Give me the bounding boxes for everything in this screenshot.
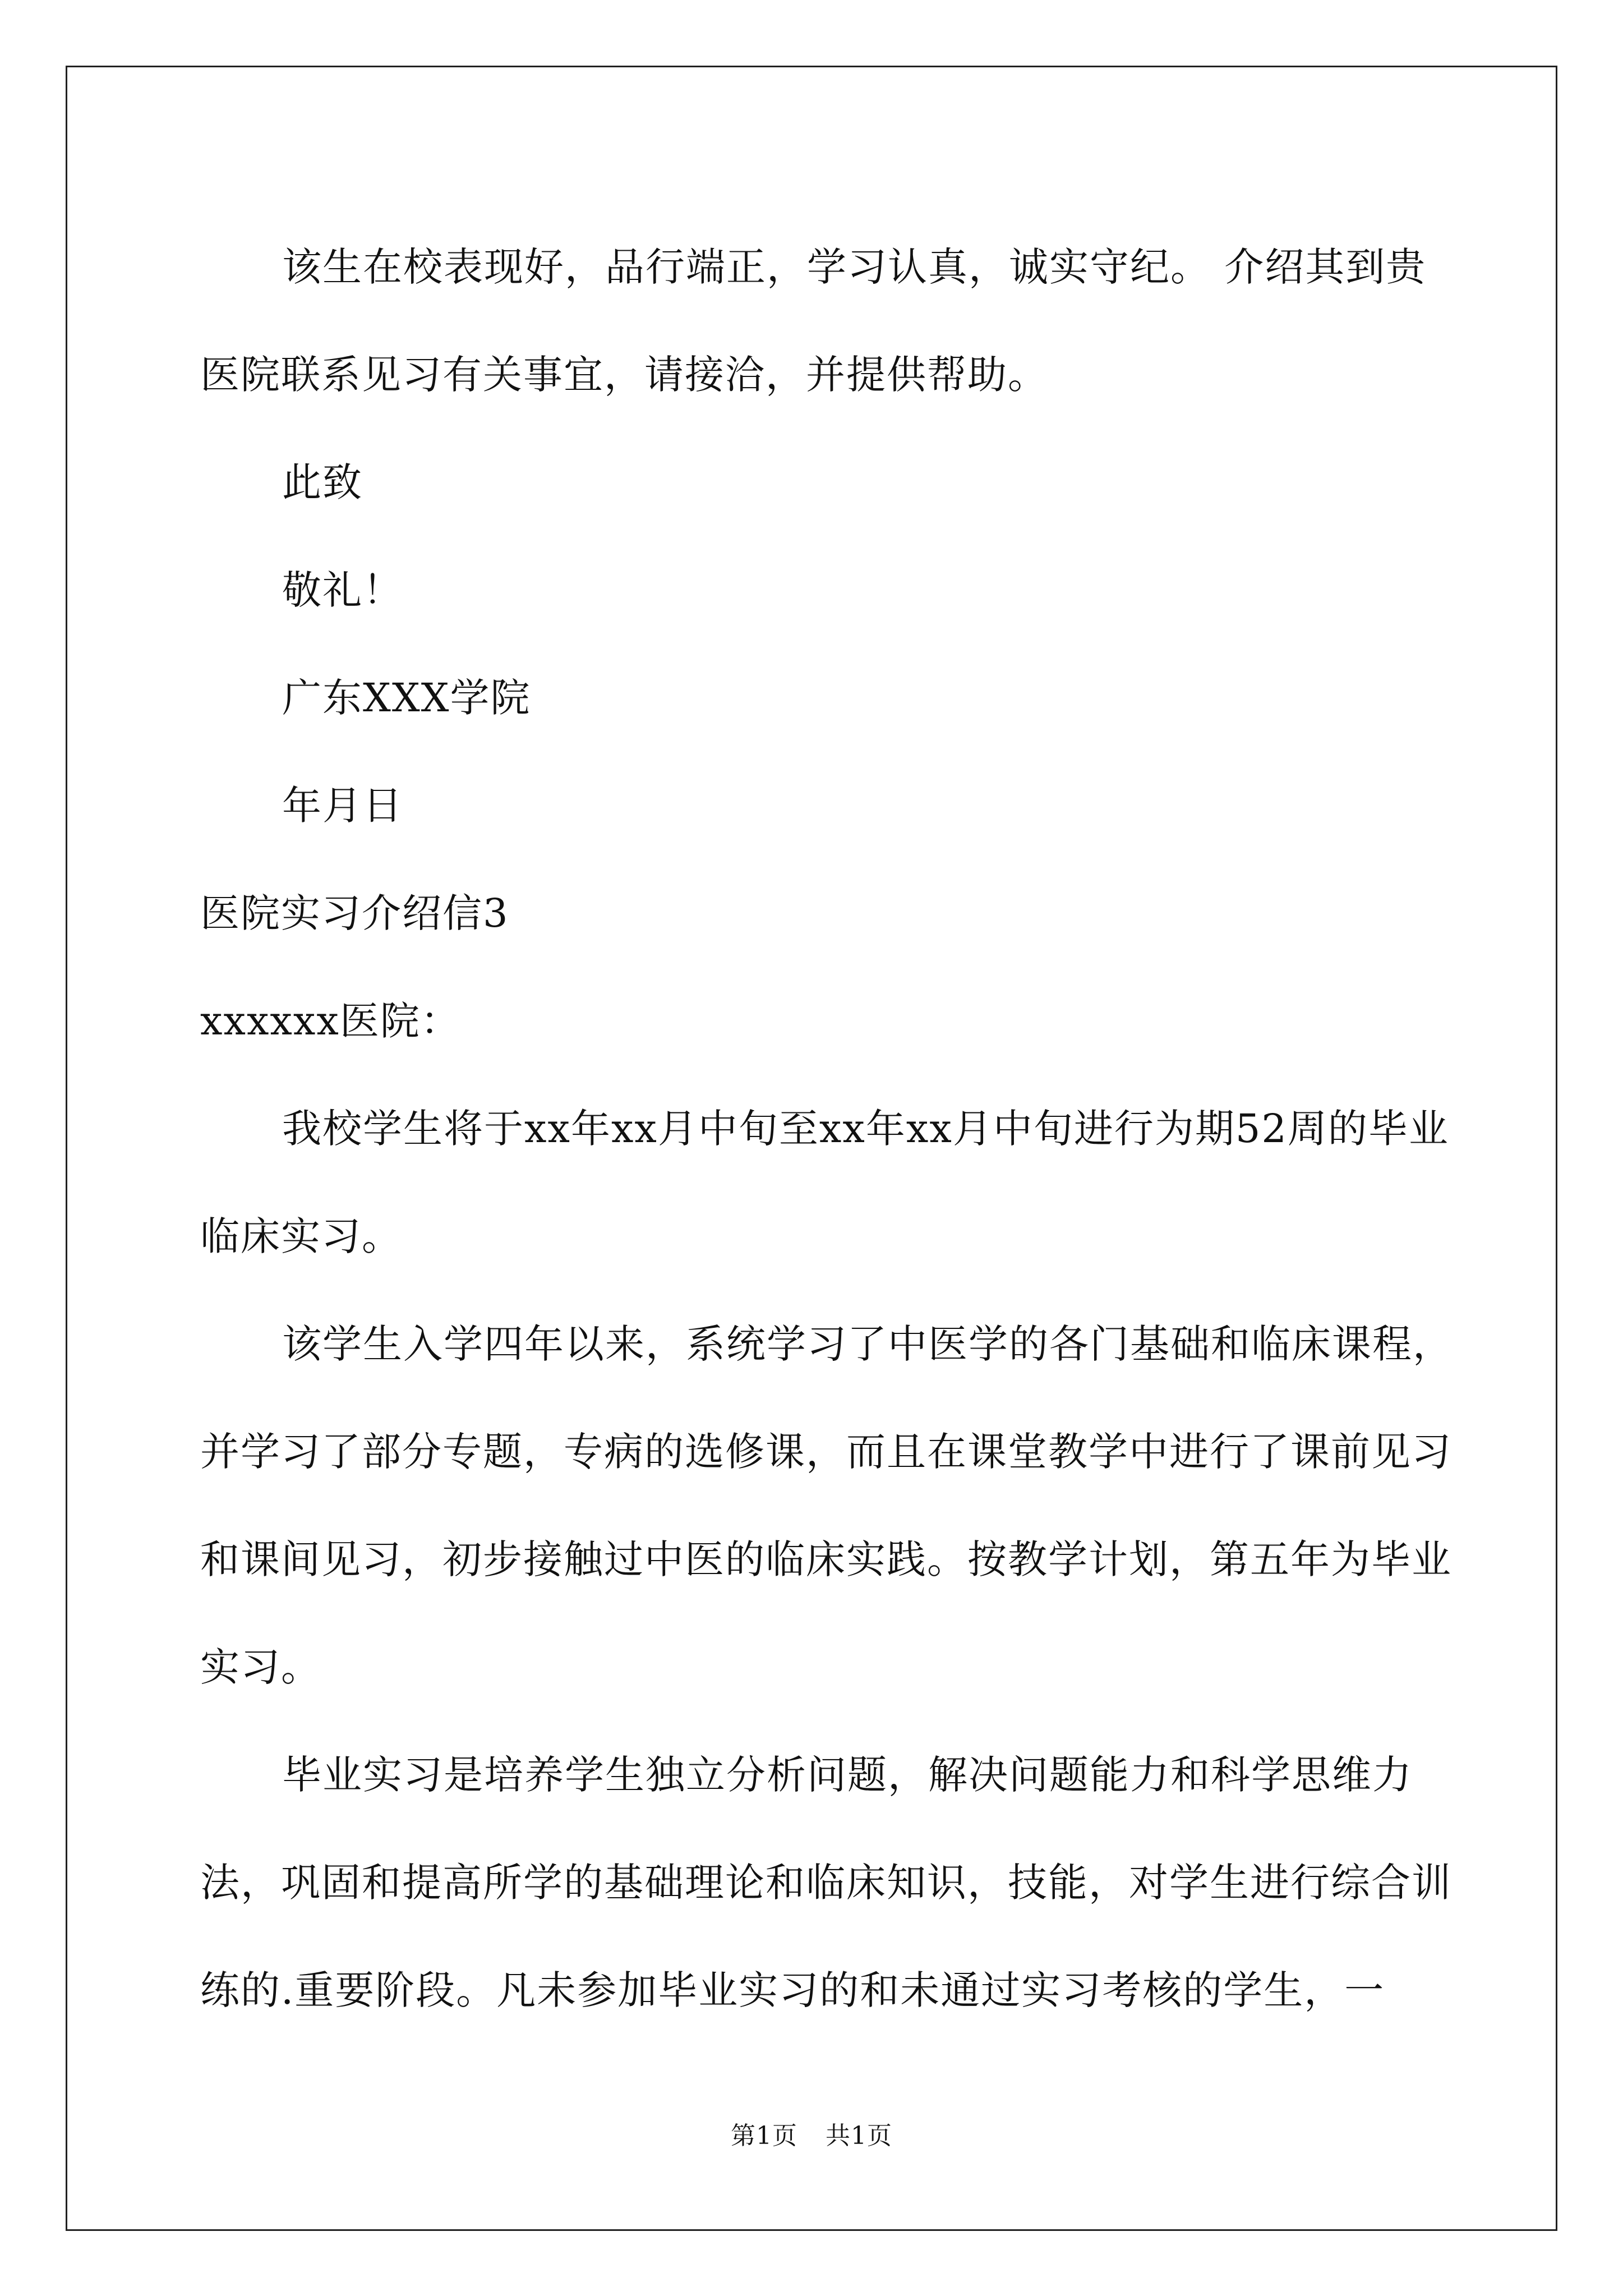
section-heading: 医院实习介绍信3 (200, 890, 509, 936)
closing-line: 敬礼！ (282, 567, 403, 613)
paragraph-internship-purpose: 毕业实习是培养学生独立分析问题，解决问题能力和科学思维力法，巩固和提高所学的基础理论和临床知识，技能，对学生进行综合训练的.重要阶段。凡未参加毕业实习的和未通过实习考核的学生，一 (200, 1752, 1452, 2013)
paragraph-student-background: 该学生入学四年以来，系统学习了中医学的各门基础和临床课程，并学习了部分专题，专病的选修课，而且在课堂教学中进行了课前见习和课间见习，初步接触过中医的临床实践。按教学计划，第五年为毕业实习。 (200, 1321, 1453, 1690)
recipient-line: xxxxxx医院： (200, 998, 461, 1044)
salutation-line: 此致 (282, 459, 363, 505)
paragraph-internship-period: 我校学生将于xx年xx月中旬至xx年xx月中旬进行为期52周的毕业临床实习。 (200, 1106, 1449, 1259)
document-body (200, 213, 1462, 2044)
paragraph-introduction: 该生在校表现好，品行端正，学习认真，诚实守纪。 介绍其到贵医院联系见习有关事宜，请接洽，并提供帮助。 (200, 244, 1427, 398)
signature-institution: 广东XXX学院 (282, 675, 531, 721)
page-number-total: 共1页 (826, 2122, 892, 2150)
signature-date: 年月日 (282, 783, 403, 829)
page-footer (0, 2119, 1623, 2153)
page-number-current: 第1页 (731, 2122, 797, 2150)
